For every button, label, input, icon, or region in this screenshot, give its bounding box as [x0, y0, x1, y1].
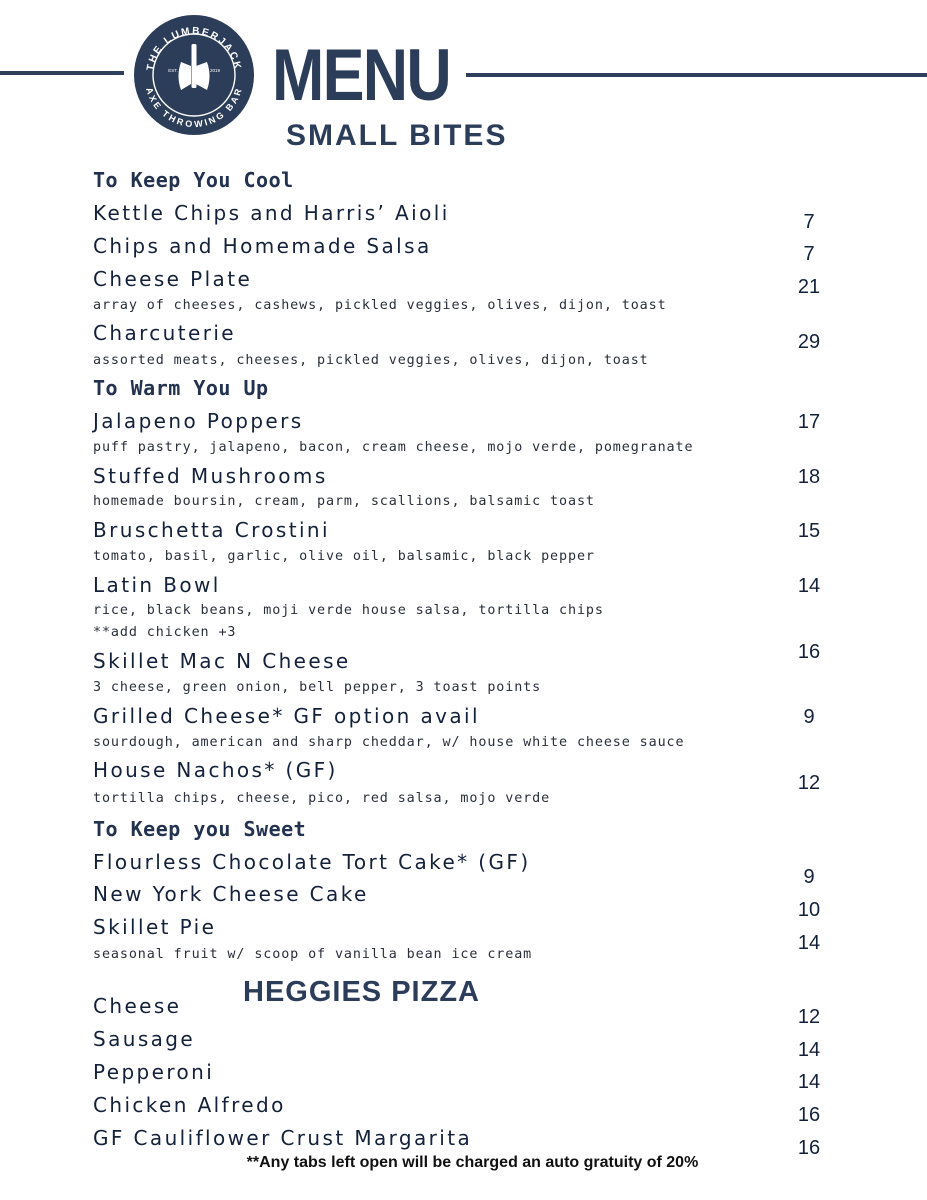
- menu-item-name: New York Cheese Cake: [93, 882, 369, 906]
- section-title-warm: To Warm You Up: [93, 376, 269, 400]
- menu-item-name: Latin Bowl: [93, 573, 221, 597]
- menu-item-price: 14: [797, 1039, 821, 1061]
- menu-item-price: 16: [797, 1104, 821, 1126]
- header-rule-right: [466, 73, 927, 77]
- logo-ring-bottom: AXE THROWING BAR: [143, 86, 245, 130]
- logo-year-left: EST.: [168, 68, 178, 73]
- menu-item-description: assorted meats, cheeses, pickled veggies, olives, dijon, toast: [93, 353, 649, 368]
- menu-item-name: Cheese: [93, 994, 182, 1018]
- menu-item-price: 9: [803, 866, 815, 888]
- pizza-section-title: HEGGIES PIZZA: [243, 976, 480, 1008]
- logo-ring-top: THE LUMBERJACK: [145, 25, 243, 72]
- menu-item-price: 14: [797, 932, 821, 954]
- menu-item-name: GF Cauliflower Crust Margarita: [93, 1126, 473, 1150]
- menu-item-name: Grilled Cheese* GF option avail: [93, 704, 480, 728]
- menu-item-price: 7: [803, 243, 815, 265]
- menu-item-price: 17: [797, 411, 821, 433]
- menu-title: MENU: [272, 35, 450, 116]
- menu-item-price: 12: [797, 1006, 821, 1028]
- menu-item-price: 14: [797, 575, 821, 597]
- menu-item-name: Skillet Mac N Cheese: [93, 649, 351, 673]
- menu-item-description: seasonal fruit w/ scoop of vanilla bean ice cream: [93, 947, 533, 962]
- menu-item-name: Pepperoni: [93, 1060, 215, 1084]
- menu-item-price: 21: [797, 276, 821, 298]
- menu-item-name: Cheese Plate: [93, 267, 253, 291]
- menu-item-description: homemade boursin, cream, parm, scallions, balsamic toast: [93, 494, 595, 509]
- menu-item-name: Sausage: [93, 1027, 196, 1051]
- menu-item-description: tortilla chips, cheese, pico, red salsa, mojo verde: [93, 791, 551, 806]
- menu-item-name: Chips and Homemade Salsa: [93, 234, 432, 258]
- menu-item-name: Bruschetta Crostini: [93, 518, 330, 542]
- menu-item-price: 10: [797, 899, 821, 921]
- menu-item-name: Kettle Chips and Harris’ Aioli: [93, 201, 450, 225]
- gratuity-note: **Any tabs left open will be charged an auto gratuity of 20%: [246, 1154, 699, 1171]
- menu-item-name: House Nachos* (GF): [93, 758, 338, 782]
- menu-item-price: 12: [797, 772, 821, 794]
- small-bites-title: SMALL BITES: [286, 119, 508, 152]
- menu-item-name: Skillet Pie: [93, 915, 217, 939]
- menu-item-description: 3 cheese, green onion, bell pepper, 3 toast points: [93, 680, 542, 695]
- menu-item-addon: **add chicken +3: [93, 625, 237, 640]
- menu-item-price: 18: [797, 466, 821, 488]
- section-title-cool: To Keep You Cool: [93, 168, 294, 192]
- menu-item-description: array of cheeses, cashews, pickled veggies, olives, dijon, toast: [93, 298, 667, 313]
- menu-item-description: tomato, basil, garlic, olive oil, balsamic, black pepper: [93, 549, 595, 564]
- menu-item-price: 15: [797, 520, 821, 542]
- menu-item-name: Stuffed Mushrooms: [93, 464, 328, 488]
- menu-item-name: Charcuterie: [93, 321, 236, 345]
- menu-item-description: rice, black beans, moji verde house salsa, tortilla chips: [93, 603, 604, 618]
- menu-item-name: Jalapeno Poppers: [93, 409, 304, 433]
- menu-item-price: 16: [797, 1137, 821, 1159]
- menu-item-name: Flourless Chocolate Tort Cake* (GF): [93, 850, 531, 874]
- menu-item-price: 14: [797, 1071, 821, 1093]
- menu-item-price: 9: [803, 706, 815, 728]
- menu-item-price: 29: [797, 331, 821, 353]
- menu-item-name: Chicken Alfredo: [93, 1093, 286, 1117]
- logo-year-right: 2019: [209, 68, 221, 73]
- menu-item-price: 16: [797, 641, 821, 663]
- lumberjack-logo: [133, 14, 255, 136]
- menu-item-description: puff pastry, jalapeno, bacon, cream cheese, mojo verde, pomegranate: [93, 440, 694, 455]
- section-title-sweet: To Keep you Sweet: [93, 817, 307, 841]
- header-rule-left: [0, 71, 124, 75]
- menu-item-price: 7: [803, 211, 815, 233]
- menu-item-description: sourdough, american and sharp cheddar, w/ house white cheese sauce: [93, 735, 685, 750]
